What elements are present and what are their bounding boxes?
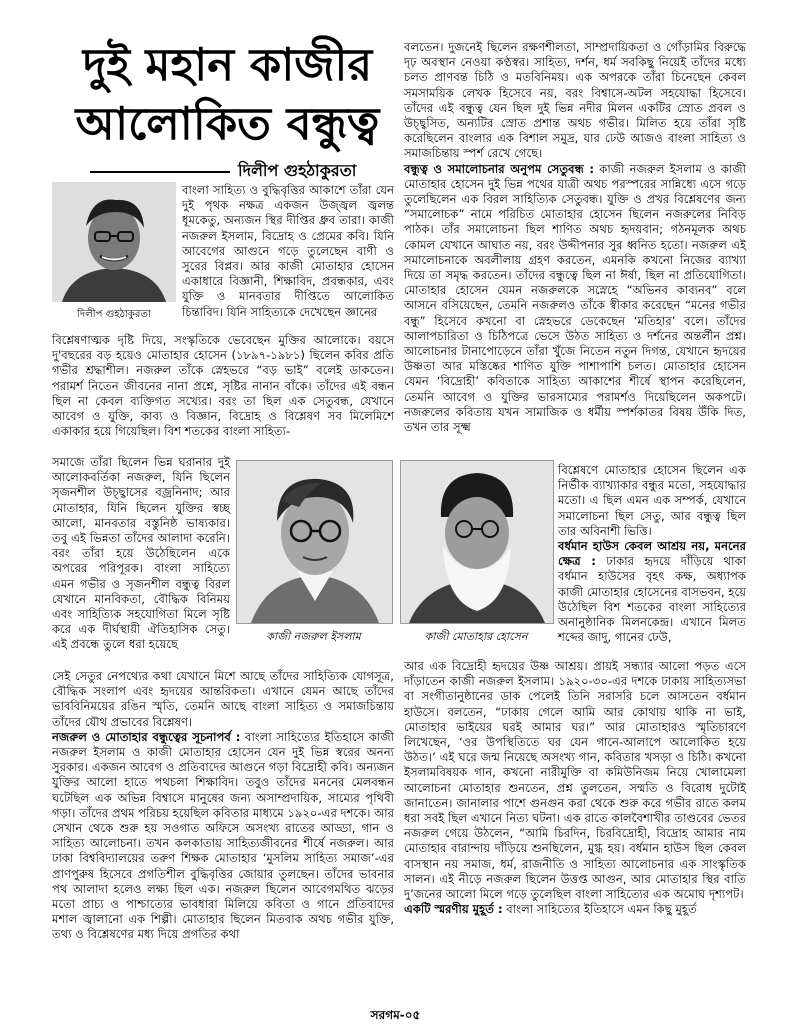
- author-byline: দিলীপ গুহঠাকুরতা: [238, 161, 357, 180]
- section-paragraph: [52, 730, 394, 943]
- paragraph: বলতেন। দুজনেই ছিলেন রক্ষণশীলতা, সাম্প্রদায়িকতা ও গোঁড়ামির বিরুদ্ধে দৃঢ় অবস্থান নেওয়া কণ্ঠস্বর। সাহিত্য, দর্শন, ধর্ম সবকিছু নিয়েই তাঁদের মধ্যে চলত প্রাণবন্ত চিঠি ও মতবিনিময়। এক অপরকে তাঁরা চিনেছেন কেবল সমসাময়িক লেখক হিসেবে নয়, বরং বিশ্বাসে-অটল সহযোদ্ধা হিসেবে। তাঁদের এই বন্ধুত্ব যেন ছিল দুই ভিন্ন নদীর মিলন একটির স্রোত প্রবল ও উচ্ছ্বসিত, অন্যটির স্রোত প্রশান্ত অথচ গভীর। মিলিত হয়ে তাঁরা সৃষ্টি করেছিলেন বাংলার এক বিশাল সমুদ্র, যার ঢেউ আজও বাংলা সাহিত্য ও সমাজচিন্তায় স্পর্শ রেখে গেছে।: [404, 40, 746, 161]
- paragraph: সেই সেতুর নেপথ্যের কথা যেখানে মিশে আছে তাঁদের সাহিত্যিক যোগসূত্র, বৌদ্ধিক সংলাপ এবং হৃদয়ের আন্তরিকতা। এখানে যেমন আছে তাঁদের ভাববিনিময়ের রঙিন স্মৃতি, তেমনি আছে বাংলা সাহিত্য ও সমাজচিন্তায় তাঁদের যৌথ প্রভাবের বিশ্লেষণ।: [52, 669, 394, 729]
- section-heading: বর্ধমান হাউস কেবল আশ্রয় নয়, মননের ক্ষেত্র :: [558, 539, 746, 569]
- section-text: বাংলা সাহিত্যের ইতিহাসে এমন কিছু মুহূর্ত: [502, 902, 697, 917]
- section-paragraph: [404, 902, 746, 917]
- byline-rule: [90, 171, 230, 173]
- author-portrait-image: [52, 182, 176, 302]
- section-text: কাজী নজরুল ইসলাম ও কাজী মোতাহার হোসেন দুই ভিন্ন পথের যাত্রী অথচ পরস্পরের সান্নিধ্যে এসে গড়ে তুলেছিলেন এক বিরল সাহিত্যিক সেতুবন্ধ। যুক্তি ও প্রখর বিশ্লেষণের জন্য “সমালোচক” নামে পরিচিত মোতাহার হোসেন ছিলেন নজরুলের নিবিড় পাঠক। তাঁর সমালোচনা ছিল শাণিত অথচ হৃদয়বান; গঠনমূলক অথচ কোমল যেখানে আঘাত নয়, বরং উদ্দীপনার সুর ধ্বনিত হতো। নজরুল এই সমালোচনাকে অবলীলায় গ্রহণ করতেন, এমনকি কখনো নিজের ব্যাখ্যা দিয়ে তা সমৃদ্ধ করতেন। তাঁদের বন্ধুত্বে ছিল না ঈর্ষা, ছিল না প্রতিযোগিতা। মোতাহার হোসেন যেমন নজরুলকে সস্নেহে “অভিনব কাব্যনব” বলে আসনে বসিয়েছেন, তেমনি নজরুলও তাঁকে স্বীকার করেছেন “মনের গভীর বন্ধু” হিসেবে কখনো বা স্নেহভরে ডেকেছেন ‘মতিহার’ বলে। তাঁদের আলাপচারিতা ও চিঠিপত্রে ভেসে উঠত সাহিত্য ও দর্শনের অন্তর্লীন প্রশ্ন। আলোচনার টানাপোড়েনে তাঁরা খুঁজে নিতেন নতুন দিগন্ত, যেখানে হৃদয়ের উষ্ণতা আর মস্তিষ্কের শাণিত যুক্তি পাশাপাশি চলত। মোতাহার হোসেন যেমন ‘বিদ্রোহী’ কবিতাকে সাহিত্য আকাশের শীর্ষে স্থাপন করেছিলেন, তেমনি আবেগ ও যুক্তির ভারসাম্যের পরামর্শও দিয়েছিলেন অকপটে। নজরুলের কবিতায় যখন সামাজিক ও ধর্মীয় স্পর্শকাতর বিষয় উঁকি দিত, তখন তার সূক্ষ্ম: [404, 161, 746, 435]
- author-photo-caption: দিলীপ গুহঠাকুরতা: [77, 309, 151, 320]
- left-column-block-a: [52, 333, 394, 439]
- intro-paragraph: [182, 183, 394, 320]
- paragraph: বিশ্লেষণে মোতাহার হোসেন ছিলেন এক নির্ভীক ব্যাখ্যাকার বন্ধুর মতো, সহযোদ্ধার মতো। এ ছিল এমন এক সম্পর্ক, যেখানে সমালোচনা ছিল সেতু, আর বন্ধুত্ব ছিল তার অবিনাশী ভিত্তি।: [558, 463, 746, 538]
- paragraph: বিশ্লেষণাত্মক দৃষ্টি দিয়ে, সংস্কৃতিকে ভেবেছেন মুক্তির আলোকে। বয়সে দু'বছরের বড় হয়েও মোতাহার হোসেন (১৮৯৭-১৯৮১) ছিলেন কবির প্রতি গভীর শ্রদ্ধাশীল। নজরুল তাঁকে স্নেহভরে “বড় ভাই” বলেই ডাকতেন। পরামর্শ নিতেন জীবনের নানা প্রশ্নে, সৃষ্টির নানান বাঁকে। তাঁদের এই বন্ধন ছিল না কেবল ব্যক্তিগত সখ্যের। বরং তা ছিল এক সেতুবন্ধ, যেখানে আবেগ ও যুক্তি, কাব্য ও বিজ্ঞান, বিদ্রোহ ও বিশ্লেষণ সব মিলেমিশে একাকার হয়ে গিয়েছিল। বিশ শতকের বাংলা সাহিত্য-: [52, 333, 394, 439]
- paragraph: সমাজে তাঁরা ছিলেন ভিন্ন ঘরানার দুই আলোকবর্তিকা নজরুল, যিনি ছিলেন সৃজনশীল উচ্ছ্বাসের বজ্রনিনাদ; আর মোতাহার, যিনি ছিলেন যুক্তির স্বচ্ছ আলো, মানবতার বস্তুনিষ্ঠ ভাষ্যকার। তবু এই ভিন্নতা তাঁদের আলাদা করেনি। বরং তাঁরা হয়ে উঠেছিলেন একে অপরের পরিপূরক। বাংলা সাহিত্যে এমন গভীর ও সৃজনশীল বন্ধুত্ব বিরল যেখানে মানবিকতা, বৌদ্ধিক বিনিময় এবং সাহিত্যিক সহযোগিতা মিলে সৃষ্টি করে এক দীর্ঘস্থায়ী ঐতিহাসিক সেতু। এই প্রবন্ধে তুলে ধরা হয়েছে: [52, 455, 230, 652]
- intro-text: বাংলা সাহিত্য ও বুদ্ধিবৃত্তির আকাশে তাঁরা যেন দুই পৃথক নক্ষত্র একজন উজ্জ্বল জ্বলন্ত ধূমকেতু, অন্যজন স্থির দীপ্তির ধ্রুব তারা। কাজী নজরুল ইসলাম, বিদ্রোহ ও প্রেমের কবি। যিনি আবেগের আগুনে গড়ে তুলেছেন বাণী ও সুরের বিপ্লব। আর কাজী মোতাহার হোসেন একাধারে বিজ্ঞানী, শিক্ষাবিদ, প্রবন্ধকার, এবং যুক্তি ও মানবতার দীপ্তিতে আলোকিত চিন্তাবিদ। যিনি সাহিত্যকে দেখেছেন জ্ঞানের: [182, 183, 394, 319]
- figure-caption-nazrul: কাজী নজরুল ইসলাম: [266, 630, 361, 643]
- section-text: ঢাকার হৃদয়ে দাঁড়িয়ে থাকা বর্ধমান হাউসের বৃহৎ কক্ষ, অধ্যাপক কাজী মোতাহার হোসেনের বাসভবন, হয়ে উঠেছিল বিশ শতকের বাংলা সাহিত্যের অনানুষ্ঠানিক মিলনকেন্দ্র। এখানে মিলত শব্দের জাদু, গানের ঢেউ,: [558, 554, 746, 645]
- section-heading: বন্ধুত্ব ও সমালোচনার অনুপম সেতুবন্ধ :: [404, 161, 594, 176]
- figure-motahar: [400, 460, 554, 624]
- figure-caption-motahar: কাজী মোতাহার হোসেন: [424, 630, 528, 643]
- left-column-block-b: [52, 455, 230, 653]
- motahar-portrait-image: [401, 461, 553, 623]
- section-paragraph: [558, 539, 746, 645]
- left-column-block-c: [52, 669, 394, 943]
- paragraph: আর এক বিদ্রোহী হৃদয়ের উষ্ণ আশ্রয়। প্রায়ই সন্ধ্যার আলো পড়ত এসে দাঁড়াতেন কাজী নজরুল ইসলাম। ১৯২০-৩০-এর দশকে ঢাকায় সাহিত্যসভা বা সংগীতানুষ্ঠানের ডাক পেলেই তিনি সরাসরি চলে আসতেন বর্ধমান হাউসে। বলতেন, “ঢাকায় গেলে আমি আর কোথায় থাকি না ভাই, মোতাহার ভাইয়ের ঘরই আমার ঘর।” আর মোতাহারও স্মৃতিচারণে লিখেছেন, ‘ওর উপস্থিতিতে ঘর যেন গানে-আলাপে আলোকিত হয়ে উঠত।’ এই ঘরে জন্ম নিয়েছে অসংখ্য গান, কবিতার খসড়া ও চিঠি। কখনো ইসলামবিষয়ক গান, কখনো নারীমুক্তি বা কমিউনিজম নিয়ে খোলামেলা আলোচনা মোতাহার শুনতেন, প্রশ্ন তুলতেন, সম্মতি ও বিরোধ দুটোই জানাতেন। জানালার পাশে গুনগুন করা থেকে শুরু করে গভীর রাতে কলম ধরা সবই ছিল এখানে নিত্য ঘটনা। এক রাতে কালবৈশাখীর তাণ্ডবের ভেতর নজরুল গেয়ে উঠলেন, “আমি চিরদিন, চিরবিদ্রোহী, বিদ্রোহ আমার নাম মোতাহার বারান্দায় দাঁড়িয়ে শুনছিলেন, মুগ্ধ হয়। বর্ধমান হাউস ছিল কেবল বাসস্থান নয় সমাজ, ধর্ম, রাজনীতি ও সাহিত্য আলোচনার এক সাংস্কৃতিক সালন। এই নীড়ে নজরুল ছিলেন উত্তপ্ত আগুন, আর মোতাহার স্থির বাতি দু’জনের আলো মিলে গড়ে তুলেছিল বাংলা সাহিত্যের এক অমোঘ দৃশ্যপট।: [404, 659, 746, 902]
- section-heading: নজরুল ও মোতাহার বন্ধুত্বের সূচনাপর্ব :: [52, 729, 241, 744]
- figure-nazrul: [236, 460, 393, 624]
- right-column-block-b: [558, 463, 746, 645]
- right-column-block-c: [404, 659, 746, 917]
- section-text: বাংলা সাহিত্যের ইতিহাসে কাজী নজরুল ইসলাম ও কাজী মোতাহার হোসেন যেন দুই ভিন্ন স্বরের অনন্য সুরকার। একজন আবেগ ও প্রতিবাদের আগুনে গড়া বিদ্রোহী কবি। অন্যজন যুক্তির আলো হাতে পথচলা শিক্ষাবিদ। তবুও তাঁদের মননের মেলবন্ধন ঘটেছিল এক অভিন্ন বিশ্বাসে মানুষের জন্য অসাম্প্রদায়িক, সাম্যের পৃথিবী গড়া। তাঁদের প্রথম পরিচয় হয়েছিল কবিতার মাধ্যমে ১৯২০-এর দশকে। আর সেখান থেকে শুরু হয় সওগাত অফিসে অসংখ্য রাতের আড্ডা, গান ও সাহিত্য আলোচনা। তখন কলকাতায় সাহিত্যজীবনের শীর্ষে নজরুল। আর ঢাকা বিশ্ববিদ্যালয়ের তরুণ শিক্ষক মোতাহার ‘মুসলিম সাহিত্য সমাজ’-এর প্রাণপুরুষ হিসেবে প্রগতিশীল বুদ্ধিবৃত্তির জোয়ার তুলছেন। তাঁদের ভাবনার পথ আলাদা হলেও লক্ষ্য ছিল এক। নজরুল ছিলেন আবেগমথিত ঝড়ের মতো প্রাচ্য ও পাশ্চাত্যের ভাবধারা মিলিয়ে কবিতা ও গানে প্রতিবাদের মশাল জ্বালানো এক শিল্পী। মোতাহার ছিলেন মিতবাক অথচ গভীর যুক্তি, তথ্য ও বিশ্লেষণের মধ্য দিয়ে প্রগতির কথা: [52, 729, 394, 942]
- author-photo: [52, 182, 176, 302]
- page-footer: সরগম-০৫: [370, 1008, 421, 1022]
- article-title-line2: আলোকিত বন্ধুত্ব: [75, 97, 380, 150]
- section-paragraph: [404, 162, 746, 436]
- nazrul-portrait-image: [237, 461, 392, 623]
- right-column-block-a: [404, 40, 746, 435]
- section-heading: একটি স্মরণীয় মুহূর্ত :: [404, 902, 503, 917]
- article-title-line1: দুই মহান কাজীর: [82, 38, 373, 91]
